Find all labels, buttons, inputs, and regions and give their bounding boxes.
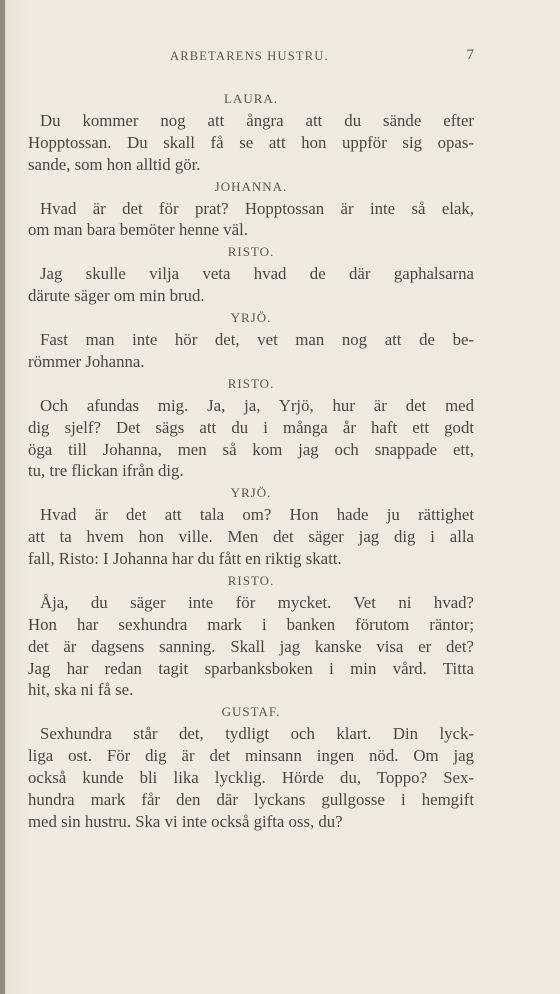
page-header — [28, 47, 474, 67]
text-line: Fast man inte hör det, vet man nog att de be- — [40, 329, 474, 349]
speaker-name: RISTO. — [227, 244, 275, 260]
text-line: det är dagsens sanning. Skall jag kanske visa er det? — [28, 636, 474, 656]
text-line: med sin hustru. Ska vi inte också gifta oss, du? — [28, 811, 343, 831]
text-line: römmer Johanna. — [28, 351, 145, 371]
speaker-name: JOHANNA. — [214, 178, 288, 194]
speaker-name: YRJÖ. — [230, 310, 272, 326]
speech-block — [28, 176, 474, 242]
text-line: hit, ska ni få se. — [28, 680, 134, 700]
text-line: hundra mark får den där lyckans gullgosse i hemgift — [28, 790, 474, 809]
text-line: Hopptossan. Du skall få se att hon uppför sig opas- — [28, 132, 474, 152]
text-line: Du kommer nog att ångra att du sände efter — [40, 110, 474, 130]
text-line: Hvad är det för prat? Hopptossan är inte så elak, — [40, 198, 474, 218]
speaker-name: RISTO. — [227, 572, 275, 588]
speech-block — [28, 482, 474, 570]
text-line: sande, som hon alltid gör. — [28, 154, 201, 174]
running-head: ARBETARENS HUSTRU. — [170, 49, 329, 63]
speech-block — [28, 570, 474, 701]
text-line: Sexhundra står det, tydligt och klart. Din lyck- — [40, 724, 474, 744]
text-line: att ta hvem hon ville. Men det säger jag dig i alla — [28, 527, 474, 547]
text-line: Jag skulle vilja veta hvad de där gaphalsarna — [40, 264, 474, 284]
text-line: också kunde bli lika lycklig. Hörde du, Toppo? Sex- — [28, 768, 474, 788]
speech-block — [28, 88, 474, 176]
text-line: Hon har sexhundra mark i banken förutom räntor; — [28, 614, 474, 634]
page-number: 7 — [466, 47, 474, 63]
text-line: Hvad är det att tala om? Hon hade ju rättighet — [40, 505, 474, 525]
text-line: Jag har redan tagit sparbanksboken i min vård. Titta — [28, 658, 474, 678]
text-line: Åja, du säger inte för mycket. Vet ni hvad? — [40, 592, 474, 612]
text-line: därute säger om min brud. — [28, 286, 205, 306]
page-spine-edge — [0, 0, 5, 994]
body-text — [28, 88, 474, 833]
text-line: fall, Risto: I Johanna har du fått en riktig skatt. — [28, 549, 342, 569]
text-line: om man bara bemöter henne väl. — [28, 220, 248, 240]
text-line: liga ost. För dig är det minsann ingen nöd. Om jag — [28, 746, 474, 766]
text-line: öga till Johanna, men så kom jag och snappade ett, — [28, 439, 474, 459]
speaker-name: LAURA. — [223, 91, 279, 106]
text-line: tu, tre flickan ifrån dig. — [28, 461, 184, 481]
speaker-name: YRJÖ. — [230, 485, 272, 501]
speech-block — [28, 701, 474, 832]
speech-block — [28, 241, 474, 307]
text-line: Och afundas mig. Ja, ja, Yrjö, hur är det med — [40, 395, 474, 415]
speech-block — [28, 373, 474, 483]
speech-block — [28, 307, 474, 373]
speaker-name: RISTO. — [227, 375, 275, 391]
text-line: dig sjelf? Det sägs att du i många år haft ett godt — [28, 417, 474, 437]
speaker-name: GUSTAF. — [221, 704, 281, 720]
